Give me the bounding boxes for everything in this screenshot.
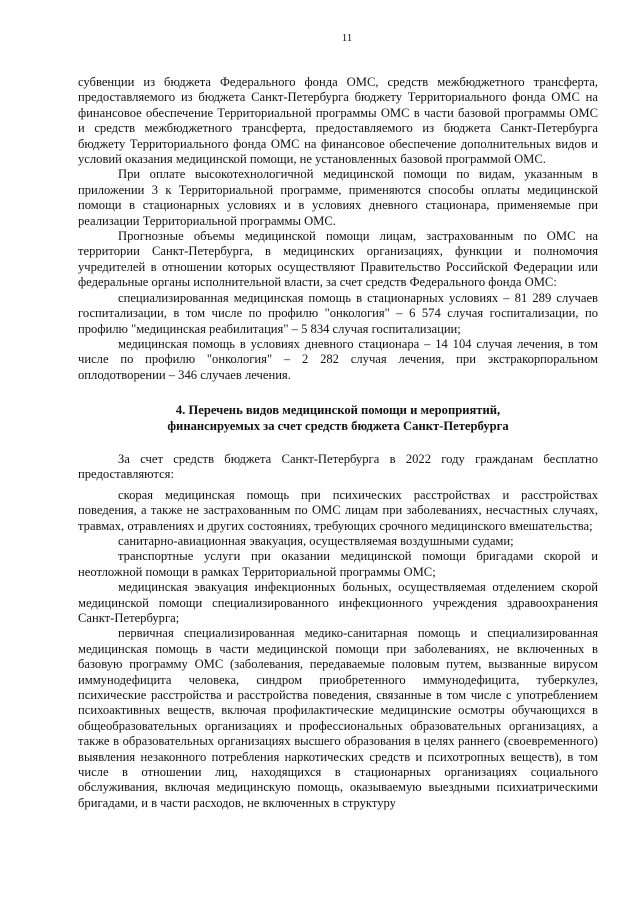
paragraph-day-hospital: медицинская помощь в условиях дневного стационара – 14 104 случая лечения, в том числе по профилю "онкология" – 2 282 случая лечения, при экстракорпоральном оплодотворении – 346 случаев лечения. <box>78 336 598 382</box>
paragraph-inpatient-care: специализированная медицинская помощь в стационарных условиях – 81 289 случаев госпитализации, в том числе по профилю "онкология" – 6 574 случая госпитализации, по профилю "медицинская реабилитация" – 5 834 случая госпитализации; <box>78 290 598 336</box>
paragraph-budget-intro: За счет средств бюджета Санкт-Петербурга в 2022 году гражданам бесплатно предоставляются: <box>78 451 598 482</box>
paragraph-high-tech-payment: При оплате высокотехнологичной медицинской помощи по видам, указанным в приложении 3 к Территориальной программе, применяются способы оплаты медицинской помощи в стационарных условиях и в условиях дневного стационара, применяемые при реализации Территориальной программы ОМС. <box>78 167 598 228</box>
paragraph-forecast-volumes: Прогнозные объемы медицинской помощи лицам, застрахованным по ОМС на территории Санкт-Петербурга, в медицинских организациях, функции и полномочия учредителей в отношении которых осуществляют Правительство Российской Федерации или федеральные органы исполнительной власти, за счет средств Федерального фонда ОМС: <box>78 229 598 290</box>
paragraph-infectious-evacuation: медицинская эвакуация инфекционных больных, осуществляемая отделением скорой медицинской помощи специализированного инфекционного учреждения здравоохранения Санкт-Петербурга; <box>78 580 598 625</box>
section-heading <box>78 403 598 434</box>
paragraph-emergency-psychiatric: скорая медицинская помощь при психических расстройствах и расстройствах поведения, а также не застрахованным по ОМС лицам при заболеваниях, несчастных случаях, травмах, отравлениях и других состояниях, требующих срочного медицинского вмешательства; <box>78 487 598 533</box>
paragraph-subventions: субвенции из бюджета Федерального фонда ОМС, средств межбюджетного трансферта, предоставляемого из бюджета Санкт-Петербурга бюджету Территориального фонда ОМС на финансовое обеспечение Территориальной программы ОМС в части базовой программы ОМС и средств межбюджетного трансферта, предоставляемого из бюджета Санкт-Петербурга бюджету Территориального фонда ОМС на финансовое обеспечение дополнительных видов и условий оказания медицинской помощи, не установленных базовой программой ОМС. <box>78 75 598 167</box>
paragraph-transport-services: транспортные услуги при оказании медицинской помощи бригадами скорой и неотложной помощи в рамках Территориальной программы ОМС; <box>78 549 598 579</box>
section-heading-line-2: финансируемых за счет средств бюджета Санкт-Петербурга <box>167 418 509 433</box>
page-number: 11 <box>341 32 353 44</box>
section-heading-line-1: 4. Перечень видов медицинской помощи и мероприятий, <box>175 403 501 418</box>
paragraph-specialized-care: первичная специализированная медико-санитарная помощь и специализированная медицинская помощь в части медицинской помощи при заболеваниях, не включенных в базовую программу ОМС (заболевания, передаваемые половым путем, вызванные вирусом иммунодефицита человека, синдром приобретенного иммунодефицита, туберкулез, психические расстройства и расстройства поведения, связанные в том числе с употреблением психоактивных веществ, включая профилактические медицинские осмотры обучающихся в общеобразовательных организациях и профессиональных образовательных организациях, а также в образовательных организациях высшего образования в целях раннего (своевременного) выявления незаконного потребления наркотических средств и психотропных веществ), в том числе в отношении лиц, находящихся в стационарных организациях социального обслуживания, включая медицинскую помощь, оказываемую выездными психиатрическими бригадами, и в части расходов, не включенных в структуру <box>78 626 598 810</box>
paragraph-air-evacuation: санитарно-авиационная эвакуация, осуществляемая воздушными судами; <box>118 533 514 548</box>
